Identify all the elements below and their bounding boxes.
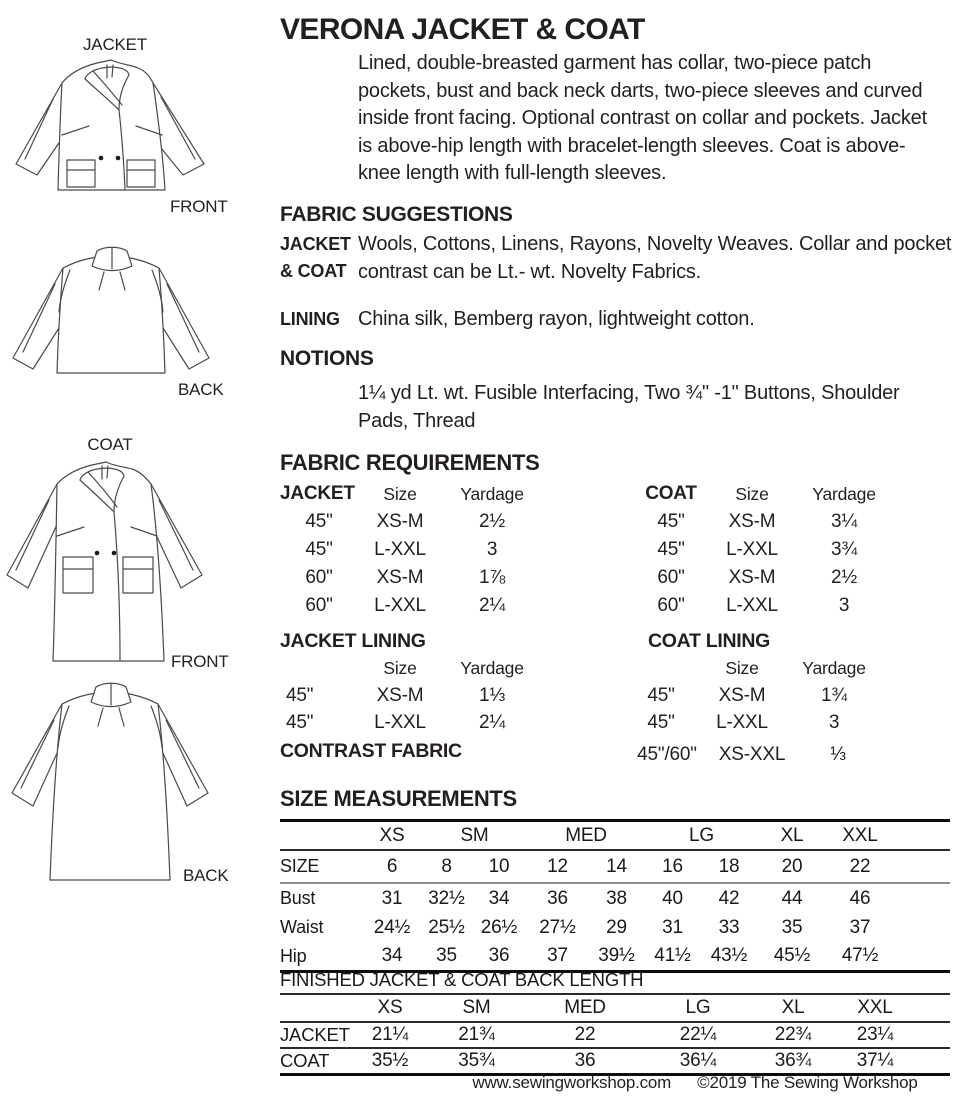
page-title: VERONA JACKET & COAT — [280, 13, 645, 46]
description-line: pockets, bust and back neck darts, two-piece sleeves and curved — [358, 79, 923, 102]
description-line: inside front facing. Optional contrast on collar and pockets. Jacket — [358, 107, 927, 129]
coat-lining-table — [622, 655, 884, 736]
jacket-illustration-title: JACKET — [83, 35, 147, 54]
group-header: SM — [460, 824, 489, 846]
waist-row: Waist 24½ 25½ 26½ 27½ 29 31 33 35 37 — [280, 916, 871, 938]
table-row: 45" XS-M 2½ — [305, 511, 505, 532]
table-header-row — [280, 655, 542, 682]
size-measurements-table — [280, 819, 950, 973]
footer-website: www.sewingworkshop.com — [472, 1073, 672, 1092]
finished-length-heading: FINISHED JACKET & COAT BACK LENGTH — [280, 968, 644, 990]
size-header: Size — [383, 483, 417, 504]
bust-row: Bust 31 32½ 34 36 38 40 42 44 46 — [280, 887, 871, 909]
yardage-header: Yardage — [802, 658, 866, 678]
description-line: is above-hip length with bracelet-length sleeves. Coat is above- — [358, 134, 906, 157]
table-header-row — [622, 655, 884, 682]
hip-row: Hip 34 35 36 37 39½ 41½ 43½ 45½ 47½ — [280, 945, 879, 966]
coat-front-illustration — [2, 458, 220, 670]
lining-label: LINING — [280, 309, 340, 329]
description — [358, 50, 927, 188]
table-row: 45" L-XXL 2¼ — [286, 711, 505, 733]
notions-line: 1¼ yd Lt. wt. Fusible Interfacing, Two ¾" -1" Buttons, Shoulder — [358, 382, 900, 404]
yardage-header: Yardage — [460, 483, 524, 504]
group-header: XS — [379, 824, 405, 846]
table-row: 45" XS-M 1¾ — [647, 684, 847, 706]
size-header: Size — [735, 483, 769, 504]
fabric-text-line: Wools, Cottons, Linens, Rayons, Novelty Weaves. Collar and pocket — [358, 233, 952, 255]
table-row: 60" XS-M 1⅞ — [305, 567, 505, 588]
finished-length-table — [280, 995, 950, 1076]
table-row: 60" L-XXL 2¼ — [305, 595, 505, 616]
coat-table-label: COAT — [645, 483, 697, 504]
notions-heading: NOTIONS — [280, 347, 374, 370]
size-col-header: XXL — [857, 997, 893, 1018]
jacket-coat-label-line2: & COAT — [280, 261, 347, 281]
table-row: 45"/60" XS-XXL ⅓ — [637, 743, 846, 765]
table-row: 45" L-XXL 3¾ — [657, 539, 857, 560]
jacket-fabric-table — [280, 480, 542, 620]
description-line: knee length with full-length sleeves. — [358, 162, 667, 184]
size-col-header: XS — [377, 997, 403, 1018]
table-row: 60" L-XXL 3 — [657, 595, 850, 616]
jacket-lining-table — [280, 655, 542, 736]
coat-back-label: BACK — [183, 866, 229, 885]
coat-fabric-table — [632, 480, 894, 620]
yardage-header: Yardage — [460, 658, 524, 678]
table-row: 45" L-XXL 3 — [647, 711, 840, 733]
coat-back-illustration — [8, 678, 230, 890]
lining-text: China silk, Bemberg rayon, lightweight cotton. — [358, 308, 755, 330]
contrast-fabric-row — [622, 741, 884, 768]
coat-length-row: COAT 35½ 35¾ 36 36¼ 36¾ 37¼ — [280, 1050, 894, 1071]
contrast-fabric-heading: CONTRAST FABRIC — [280, 740, 462, 762]
table-row: 45" XS-M 1⅓ — [286, 684, 505, 706]
fabric-suggestions-heading: FABRIC SUGGESTIONS — [280, 203, 513, 226]
jacket-lining-heading: JACKET LINING — [280, 630, 426, 652]
size-group-header-row — [280, 822, 950, 851]
size-row: SIZE 6 8 10 12 14 16 18 20 22 — [280, 851, 950, 884]
table-row: 60" XS-M 2½ — [657, 567, 857, 588]
jacket-length-row: JACKET 21¼ 21¾ 22 22¼ 22¾ 23¼ — [280, 1023, 950, 1049]
footer-copyright: ©2019 The Sewing Workshop — [697, 1073, 918, 1092]
notions-text — [358, 380, 900, 435]
group-header: LG — [689, 824, 714, 846]
jacket-front-illustration — [5, 55, 225, 205]
table-header-row — [632, 480, 894, 508]
table-row: 45" L-XXL 3 — [305, 539, 498, 560]
jacket-table-label: JACKET — [280, 483, 355, 504]
jacket-back-label: BACK — [178, 380, 224, 399]
size-col-header: SM — [462, 997, 491, 1018]
fabric-requirements-heading: FABRIC REQUIREMENTS — [280, 450, 540, 475]
finished-header-row — [280, 995, 950, 1023]
coat-illustration-title: COAT — [87, 435, 133, 454]
notions-line: Pads, Thread — [358, 409, 476, 432]
size-header: Size — [383, 658, 417, 678]
yardage-header: Yardage — [812, 483, 876, 504]
table-row: 45" XS-M 3¼ — [657, 511, 857, 532]
size-col-header: XL — [781, 997, 805, 1018]
size-col-header: MED — [564, 997, 606, 1018]
size-header: Size — [725, 658, 759, 678]
table-header-row — [280, 480, 542, 508]
description-line: Lined, double-breasted garment has collar, two-piece patch — [358, 52, 872, 74]
group-header: MED — [565, 824, 607, 846]
jacket-front-label: FRONT — [170, 197, 228, 216]
group-header: XL — [780, 824, 804, 846]
jacket-back-illustration — [8, 240, 223, 390]
coat-lining-heading: COAT LINING — [648, 630, 770, 652]
size-measurements-heading: SIZE MEASUREMENTS — [280, 786, 517, 811]
fabric-text-line: contrast can be Lt.- wt. Novelty Fabrics. — [358, 260, 702, 283]
jacket-coat-label-line1: JACKET — [280, 234, 351, 254]
size-col-header: LG — [685, 997, 711, 1018]
group-header: XXL — [842, 824, 878, 846]
jacket-coat-fabric-text — [358, 231, 951, 286]
footer — [430, 1073, 960, 1093]
finished-length-heading-bar — [280, 966, 950, 995]
coat-front-label: FRONT — [171, 652, 229, 671]
